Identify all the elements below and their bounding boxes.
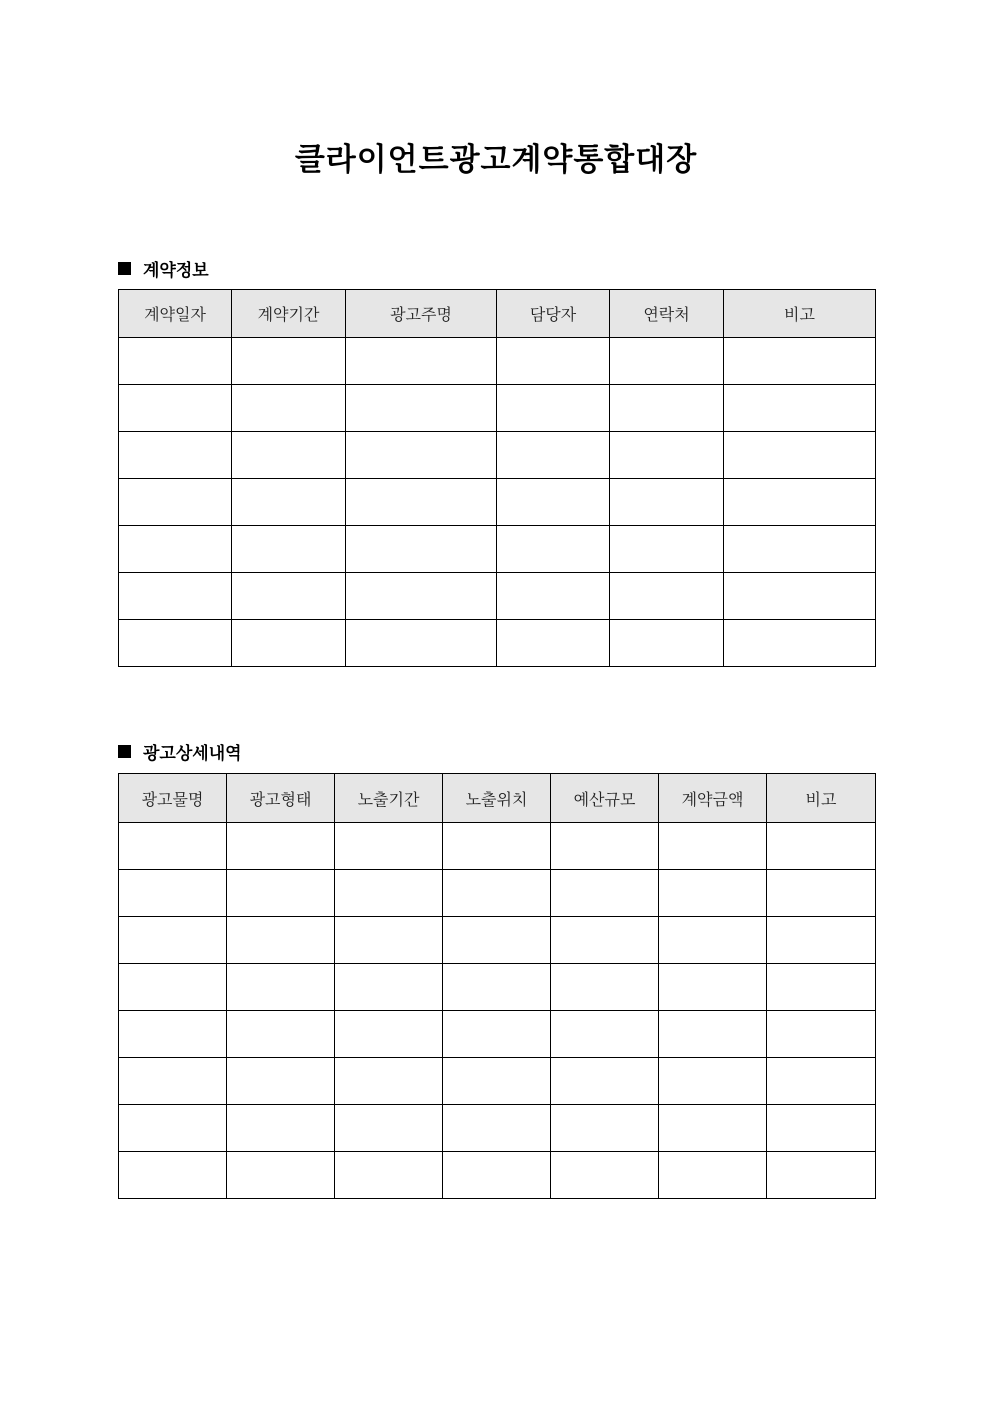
table-cell[interactable] bbox=[232, 385, 346, 432]
ad-details-table bbox=[118, 773, 876, 1199]
column-header: 예산규모 bbox=[551, 774, 659, 823]
table-row bbox=[119, 1058, 876, 1105]
table-row bbox=[119, 823, 876, 870]
table-cell[interactable] bbox=[659, 917, 767, 964]
table-cell[interactable] bbox=[551, 964, 659, 1011]
table-cell[interactable] bbox=[346, 573, 497, 620]
table-cell[interactable] bbox=[335, 1152, 443, 1199]
table-cell[interactable] bbox=[119, 479, 232, 526]
table-cell[interactable] bbox=[443, 964, 551, 1011]
table-cell[interactable] bbox=[610, 338, 724, 385]
table-cell[interactable] bbox=[119, 432, 232, 479]
table-cell[interactable] bbox=[659, 870, 767, 917]
table-cell[interactable] bbox=[119, 917, 227, 964]
column-header: 계약금액 bbox=[659, 774, 767, 823]
table-cell[interactable] bbox=[724, 526, 876, 573]
table-cell[interactable] bbox=[724, 432, 876, 479]
table-cell[interactable] bbox=[767, 964, 876, 1011]
column-header: 광고주명 bbox=[346, 290, 497, 338]
table-cell[interactable] bbox=[724, 385, 876, 432]
table-cell[interactable] bbox=[497, 620, 610, 667]
table-cell[interactable] bbox=[767, 1011, 876, 1058]
table-cell[interactable] bbox=[227, 1058, 335, 1105]
table-cell[interactable] bbox=[119, 1105, 227, 1152]
table-cell[interactable] bbox=[227, 1011, 335, 1058]
column-header: 계약일자 bbox=[119, 290, 232, 338]
table-row bbox=[119, 526, 876, 573]
table-cell[interactable] bbox=[767, 1105, 876, 1152]
table-cell[interactable] bbox=[119, 1152, 227, 1199]
table-cell[interactable] bbox=[443, 1105, 551, 1152]
table-cell[interactable] bbox=[335, 1058, 443, 1105]
table-cell[interactable] bbox=[497, 573, 610, 620]
table-row bbox=[119, 432, 876, 479]
table-cell[interactable] bbox=[443, 1058, 551, 1105]
table-cell[interactable] bbox=[227, 870, 335, 917]
table-cell[interactable] bbox=[335, 1105, 443, 1152]
table-cell[interactable] bbox=[335, 1011, 443, 1058]
table-cell[interactable] bbox=[119, 870, 227, 917]
table-cell[interactable] bbox=[346, 385, 497, 432]
table-row bbox=[119, 385, 876, 432]
table-row bbox=[119, 917, 876, 964]
table-cell[interactable] bbox=[767, 870, 876, 917]
table-cell[interactable] bbox=[551, 823, 659, 870]
table-cell[interactable] bbox=[346, 432, 497, 479]
contract-info-table bbox=[118, 289, 876, 667]
table-cell[interactable] bbox=[551, 1105, 659, 1152]
table-cell[interactable] bbox=[610, 620, 724, 667]
table-cell[interactable] bbox=[232, 338, 346, 385]
table-cell[interactable] bbox=[551, 917, 659, 964]
column-header: 비고 bbox=[767, 774, 876, 823]
table-cell[interactable] bbox=[497, 385, 610, 432]
table-cell[interactable] bbox=[232, 432, 346, 479]
column-header: 노출기간 bbox=[335, 774, 443, 823]
table-cell[interactable] bbox=[335, 964, 443, 1011]
square-bullet-icon bbox=[118, 745, 131, 758]
table-cell[interactable] bbox=[610, 573, 724, 620]
table-row bbox=[119, 870, 876, 917]
table-cell[interactable] bbox=[724, 573, 876, 620]
table-cell[interactable] bbox=[443, 917, 551, 964]
table-cell[interactable] bbox=[232, 573, 346, 620]
table-cell[interactable] bbox=[659, 1105, 767, 1152]
table-cell[interactable] bbox=[232, 526, 346, 573]
table-cell[interactable] bbox=[497, 338, 610, 385]
table-row bbox=[119, 1011, 876, 1058]
table-cell[interactable] bbox=[227, 1105, 335, 1152]
table-cell[interactable] bbox=[119, 338, 232, 385]
table-cell[interactable] bbox=[232, 620, 346, 667]
page-title: 클라이언트광고계약통합대장 bbox=[294, 142, 698, 178]
table-cell[interactable] bbox=[551, 1058, 659, 1105]
table-cell[interactable] bbox=[724, 620, 876, 667]
table-row bbox=[119, 1105, 876, 1152]
table-cell[interactable] bbox=[119, 1058, 227, 1105]
table-cell[interactable] bbox=[335, 870, 443, 917]
table-cell[interactable] bbox=[346, 338, 497, 385]
section-heading-ad-details bbox=[118, 739, 242, 764]
table-cell[interactable] bbox=[610, 526, 724, 573]
section-heading-contract bbox=[118, 256, 209, 281]
column-header: 광고물명 bbox=[119, 774, 227, 823]
table-cell[interactable] bbox=[659, 1011, 767, 1058]
table-row bbox=[119, 620, 876, 667]
table-cell[interactable] bbox=[443, 823, 551, 870]
table-row bbox=[119, 338, 876, 385]
table-cell[interactable] bbox=[659, 964, 767, 1011]
table-cell[interactable] bbox=[767, 1058, 876, 1105]
table-header-row bbox=[119, 290, 876, 338]
table-cell[interactable] bbox=[443, 870, 551, 917]
square-bullet-icon bbox=[118, 262, 131, 275]
table-cell[interactable] bbox=[443, 1011, 551, 1058]
table-cell[interactable] bbox=[346, 479, 497, 526]
table-cell[interactable] bbox=[767, 1152, 876, 1199]
table-cell[interactable] bbox=[227, 823, 335, 870]
table-cell[interactable] bbox=[610, 432, 724, 479]
column-header: 광고형태 bbox=[227, 774, 335, 823]
table-cell[interactable] bbox=[724, 338, 876, 385]
table-cell[interactable] bbox=[227, 917, 335, 964]
column-header: 노출위치 bbox=[443, 774, 551, 823]
table-cell[interactable] bbox=[346, 526, 497, 573]
section-heading-label: 계약정보 bbox=[143, 261, 209, 281]
table-cell[interactable] bbox=[767, 917, 876, 964]
table-cell[interactable] bbox=[497, 432, 610, 479]
table-row bbox=[119, 573, 876, 620]
table-cell[interactable] bbox=[227, 964, 335, 1011]
table-cell[interactable] bbox=[227, 1152, 335, 1199]
table-cell[interactable] bbox=[346, 620, 497, 667]
table-cell[interactable] bbox=[119, 526, 232, 573]
table-header-row bbox=[119, 774, 876, 823]
table-cell[interactable] bbox=[659, 1152, 767, 1199]
table-row bbox=[119, 1152, 876, 1199]
table-row bbox=[119, 479, 876, 526]
column-header: 계약기간 bbox=[232, 290, 346, 338]
column-header: 연락처 bbox=[610, 290, 724, 338]
column-header: 담당자 bbox=[497, 290, 610, 338]
section-heading-label: 광고상세내역 bbox=[143, 744, 242, 764]
table-cell[interactable] bbox=[610, 385, 724, 432]
table-cell[interactable] bbox=[767, 823, 876, 870]
table-cell[interactable] bbox=[497, 479, 610, 526]
column-header: 비고 bbox=[724, 290, 876, 338]
table-cell[interactable] bbox=[119, 823, 227, 870]
table-cell[interactable] bbox=[443, 1152, 551, 1199]
table-cell[interactable] bbox=[119, 620, 232, 667]
table-cell[interactable] bbox=[119, 964, 227, 1011]
table-cell[interactable] bbox=[659, 1058, 767, 1105]
table-cell[interactable] bbox=[335, 917, 443, 964]
table-cell[interactable] bbox=[119, 385, 232, 432]
table-cell[interactable] bbox=[659, 823, 767, 870]
table-cell[interactable] bbox=[232, 479, 346, 526]
table-cell[interactable] bbox=[551, 870, 659, 917]
table-cell[interactable] bbox=[119, 1011, 227, 1058]
table-row bbox=[119, 964, 876, 1011]
table-cell[interactable] bbox=[724, 479, 876, 526]
table-cell[interactable] bbox=[119, 573, 232, 620]
table-cell[interactable] bbox=[551, 1011, 659, 1058]
table-cell[interactable] bbox=[335, 823, 443, 870]
table-cell[interactable] bbox=[551, 1152, 659, 1199]
table-cell[interactable] bbox=[497, 526, 610, 573]
table-cell[interactable] bbox=[610, 479, 724, 526]
